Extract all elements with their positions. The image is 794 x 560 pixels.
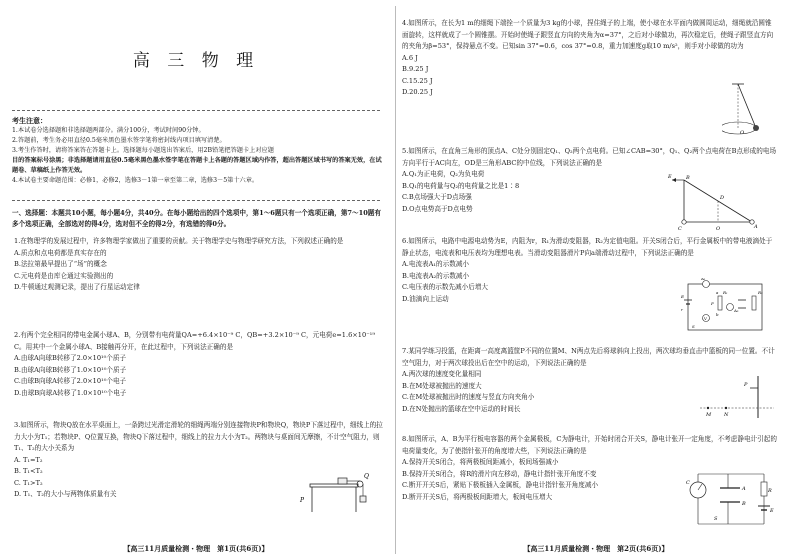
option: B.保持开关S闭合，将R的滑片向左移动，静电计指针张开角度不变 [402, 469, 597, 478]
option: A.质点和点电荷都是真实存在的 [14, 248, 107, 257]
note-item: 3.考生作答时，请将答案答在答题卡上。选择题每小题选出答案后，用2B铅笔把答题卡上对应题 [12, 147, 274, 154]
label-P: P [744, 382, 748, 388]
label-R1: R₁ [723, 290, 728, 295]
exam-notes [12, 116, 384, 186]
label-R2: R₂ [758, 290, 763, 295]
page-divider [395, 6, 396, 554]
label-C: C [678, 226, 682, 232]
q7-figure [698, 374, 776, 420]
label-R: R [768, 488, 772, 494]
label-B: B [686, 175, 690, 181]
option: C.元电荷是由库仑通过实验测出的 [14, 271, 114, 280]
question-stem: 1.在物理学的发展过程中，许多物理学家做出了重要的贡献。关于物理学史与物理学研究方法，下列叙述正确的是 [14, 237, 344, 245]
label-O: O [740, 130, 745, 136]
label-E: E [681, 294, 684, 299]
option: A.Q₁为正电荷，Q₂为负电荷 [402, 170, 485, 178]
question-stem: 3.如图所示，物块Q放在水平桌面上，一条跨过光滑定滑轮的细绳两端分别连接物块P和物块Q，物块P下落过程中，细线上的拉力大小为T₁；若物块P、Q位置互换，物块Q下落过程中，细线上的拉力大小为T₂。两物块与桌面间无摩擦，不计空气阻力，则T₁、T₂的大小关系为 [14, 421, 383, 452]
question-stem: 5.如图所示，在直角三角形的顶点A、C处分别固定Q₁、Q₂两个点电荷。已知∠CAB=30°，Q₁、Q₂两个点电荷在B点形成的电场方向平行于AC向左，OD是三角形ABC的中位线，下列说法正确的是 [402, 147, 777, 167]
note-item: 4.本试卷主要命题范围：必修1，必修2，选修3－1第一章至第二章，选修3－5第十六章。 [12, 177, 259, 184]
label-A1: A₁ [701, 278, 706, 281]
label-B: B [742, 501, 746, 507]
label-a: a [716, 290, 719, 295]
label-r: r [681, 307, 683, 312]
question-4 [402, 18, 774, 99]
option: B. T₁<T₂ [14, 467, 43, 475]
q5-figure [666, 172, 766, 232]
divider [12, 110, 380, 111]
option: B.在M处球被抛出的速度大 [402, 381, 482, 390]
option: A. T₁=T₂ [14, 455, 43, 464]
option: D.20.25 J [402, 88, 433, 96]
question-stem: 6.如图所示，电路中电源电动势为E，内阻为r，R₁为滑动变阻器，R₂为定值电阻。开关S闭合后，平行金属板中的带电液滴处于静止状态，电流表和电压表均为理想电表。当滑动变阻器滑片P向a端滑动过程中，下列说法正确的是 [402, 237, 773, 257]
q4-figure [722, 82, 780, 144]
option: D.油滴向上运动 [402, 294, 449, 303]
option: D. T₁、T₂的大小与两物体质量有关 [14, 490, 117, 498]
option: C.由球B向球A转移了2.0×10¹⁰个电子 [14, 377, 127, 385]
question-stem: 8.如图所示，A、B为平行板电容器的两个金属极板，C为静电计，开始时闭合开关S，静电计张开一定角度，不考虑静电计引起的电荷量变化，为了使指针张开的角度增大些，下列说法正确的是 [402, 435, 777, 455]
label-S: S [692, 324, 695, 329]
option: A.由球A向球B转移了2.0×10¹⁰个质子 [14, 354, 127, 362]
page-2 [398, 0, 794, 560]
option: D.牛顿通过观测记录，提出了行星运动定律 [14, 283, 140, 291]
label-A: A [754, 224, 758, 230]
question-stem: 7.某同学练习投篮，在距离一高度离篮筐P不同的位置M、N两点先后将球斜向上投出，两次球均垂直击中篮板的同一位置。不计空气阻力，对于两次球投出后在空中的运动，下列说法正确的是 [402, 347, 775, 367]
option: C. T₁>T₂ [14, 478, 43, 487]
option: A.6 J [402, 53, 418, 62]
label-P: P [300, 497, 305, 504]
label-D: D [720, 195, 725, 201]
option: D.O点电势高于D点电势 [402, 204, 473, 213]
option: B.9.25 J [402, 65, 429, 73]
divider [12, 200, 380, 201]
page-footer: 【高三11月质量检测・物理 第2页(共6页)】 [523, 544, 669, 553]
label-M: M [706, 412, 712, 418]
label-P: P [711, 301, 714, 306]
page-1 [0, 0, 392, 560]
option: B.Q₁的电荷量与Q₂的电荷量之比是1∶8 [402, 181, 520, 190]
option: A.电流表A₁的示数减小 [402, 260, 470, 268]
label-A2: A₂ [734, 308, 739, 313]
option: C.电压表的示数先减小后增大 [402, 283, 489, 291]
label-N: N [724, 412, 729, 418]
q8-figure [684, 468, 776, 530]
option: C.B点场强大于D点场强 [402, 193, 472, 201]
label-C: C [686, 480, 690, 486]
option: D.断开开关S后，将两极板间距增大，板间电压增大 [402, 492, 553, 501]
option: D.由球B向球A转移了1.0×10¹⁰个电子 [14, 388, 127, 397]
page-footer: 【高三11月质量检测・物理 第1页(共6页)】 [123, 544, 269, 553]
page-title: 高 三 物 理 [132, 51, 260, 71]
question-1 [14, 236, 384, 294]
note-item: 目的答案标号涂黑；非选择题请用直径0.5毫米黑色墨水签字笔在答题卡上各题的答题区域内作答，超出答题区域书写的答案无效，在试题卷、草稿纸上作答无效。 [12, 157, 382, 174]
label-b: b [716, 312, 719, 317]
question-2 [14, 330, 384, 399]
label-Q: Q [364, 473, 369, 480]
option: B.法拉第最早提出了“场”的概念 [14, 260, 107, 268]
option: C.15.25 J [402, 76, 433, 85]
option: A.两次球的速度变化量相同 [402, 370, 482, 378]
label-A: A [742, 486, 746, 492]
label-V: V [704, 316, 707, 321]
section-heading: 一、选择题：本题共10小题，每小题4分，共40分。在每小题给出的四个选项中，第1～6题只有一个选项正确，第7～10题有多个选项正确，全部选对的得4分，选对但不全的得2分，有选错的得0分。 [12, 209, 381, 228]
label-S: S [714, 516, 718, 522]
label-O: O [716, 226, 721, 232]
q3-figure [298, 472, 370, 516]
question-stem: 2.有两个完全相同的带电金属小球A、B，分别带有电荷量QA=+6.4×10⁻⁹ C，QB=+3.2×10⁻⁹ C，元电荷e=1.6×10⁻¹⁹ C。用其中一个金属小球A、B接触再分开，在此过程中，下列说法正确的是 [14, 331, 375, 351]
note-item: 1.本试卷分选择题和非选择题两部分。满分100分，考试时间90分钟。 [12, 127, 205, 134]
label-E: E [668, 174, 672, 180]
option: C.在M处球被抛出时的速度与竖直方向夹角小 [402, 393, 535, 401]
question-stem: 4.如图所示，在长为1 m的细绳下端拴一个质量为3 kg的小球，捏住绳子的上端，使小球在水平面内做圆周运动，细绳就沿圆锥面旋转，这样就成了一个圆锥摆。开始时使绳子跟竖直方向的夹角为α=37°，之后对小球做功，再次稳定后，使绳子跟竖直方向的夹角为β=53°，保持悬点不变。已知sin 37°=0.6，cos 37°=0.8，重力加速度g取10 m/s²，则手对小球做的功为 [402, 19, 774, 50]
label-E: E [770, 508, 774, 514]
option: B.由球A向球B转移了1.0×10¹⁰个质子 [14, 365, 127, 374]
option: C.断开开关S后，紧贴下极板插入金属板，静电计指针张开角度减小 [402, 481, 599, 489]
option: A.保持开关S闭合，将两极板间距减小，板间场强减小 [402, 458, 559, 466]
note-item: 2.答题前，考生务必用直径0.5毫米黑色墨水签字笔将密封线内项目填写清楚。 [12, 137, 226, 144]
q6-figure [680, 278, 772, 336]
option: D.在N处抛出的篮球在空中运动的时间长 [402, 404, 521, 413]
option: B.电流表A₂的示数减小 [402, 271, 470, 280]
notes-heading: 考生注意： [12, 116, 47, 125]
